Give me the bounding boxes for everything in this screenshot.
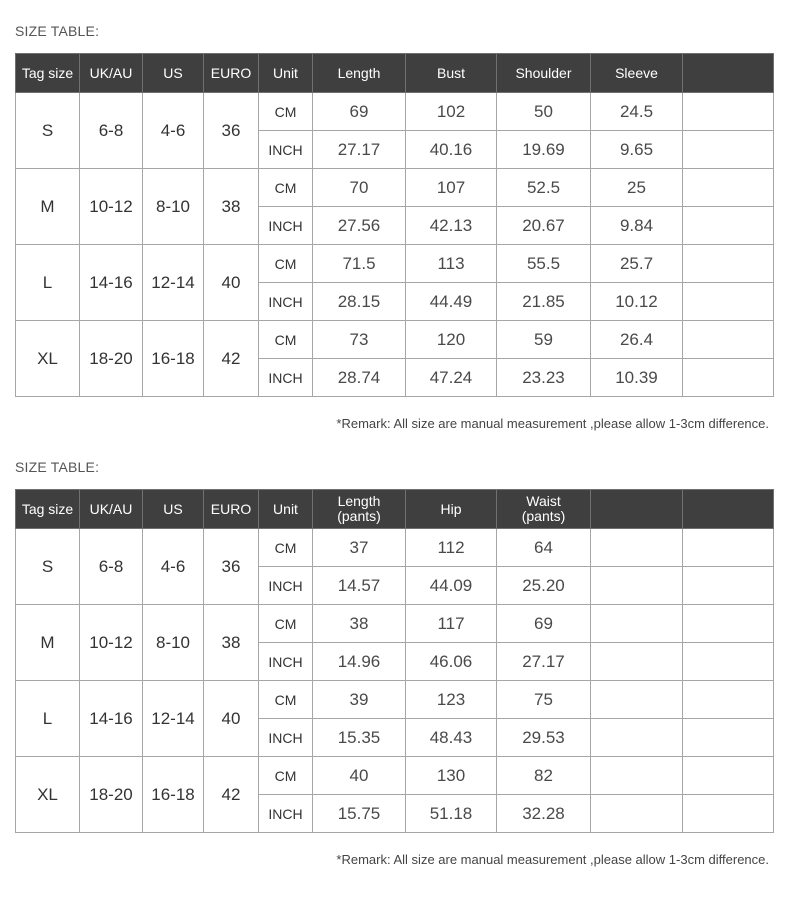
measurement-cell: 117 xyxy=(406,605,497,643)
table-row xyxy=(16,605,774,643)
measurement-cell xyxy=(683,605,774,643)
measurement-cell xyxy=(683,169,774,207)
measurement-cell: 50 xyxy=(497,93,591,131)
measurement-cell: 64 xyxy=(497,529,591,567)
measurement-cell: 59 xyxy=(497,321,591,359)
us-size-cell: 8-10 xyxy=(143,169,204,245)
tag-size-cell: S xyxy=(16,93,80,169)
unit-cell-inch: INCH xyxy=(259,283,313,321)
table-header-row xyxy=(16,54,774,93)
measurement-cell: 24.5 xyxy=(591,93,683,131)
unit-cell-inch: INCH xyxy=(259,359,313,397)
header-cell: Sleeve xyxy=(591,54,683,93)
us-size-cell: 12-14 xyxy=(143,681,204,757)
measurement-cell: 40.16 xyxy=(406,131,497,169)
measurement-cell xyxy=(683,681,774,719)
measurement-cell: 47.24 xyxy=(406,359,497,397)
measurement-cell xyxy=(591,529,683,567)
us-size-cell: 12-14 xyxy=(143,245,204,321)
measurement-cell: 123 xyxy=(406,681,497,719)
uk-au-size-cell: 18-20 xyxy=(80,757,143,833)
measurement-cell xyxy=(591,719,683,757)
measurement-cell xyxy=(683,529,774,567)
measurement-cell: 51.18 xyxy=(406,795,497,833)
euro-size-cell: 40 xyxy=(204,681,259,757)
us-size-cell: 16-18 xyxy=(143,321,204,397)
measurement-cell xyxy=(591,643,683,681)
measurement-cell xyxy=(591,605,683,643)
remark-note-2: *Remark: All size are manual measurement ,please allow 1-3cm difference. xyxy=(336,852,769,867)
unit-cell-cm: CM xyxy=(259,605,313,643)
measurement-cell: 27.17 xyxy=(497,643,591,681)
unit-cell-cm: CM xyxy=(259,529,313,567)
measurement-cell: 69 xyxy=(497,605,591,643)
measurement-cell: 10.12 xyxy=(591,283,683,321)
measurement-cell: 27.56 xyxy=(313,207,406,245)
us-size-cell: 4-6 xyxy=(143,93,204,169)
header-cell: Waist (pants) xyxy=(497,490,591,529)
measurement-cell: 14.57 xyxy=(313,567,406,605)
table-row xyxy=(16,93,774,131)
tag-size-cell: XL xyxy=(16,321,80,397)
table-row xyxy=(16,529,774,567)
measurement-cell: 32.28 xyxy=(497,795,591,833)
measurement-cell: 112 xyxy=(406,529,497,567)
measurement-cell: 27.17 xyxy=(313,131,406,169)
header-cell: Unit xyxy=(259,54,313,93)
uk-au-size-cell: 6-8 xyxy=(80,93,143,169)
measurement-cell: 44.49 xyxy=(406,283,497,321)
measurement-cell: 9.84 xyxy=(591,207,683,245)
size-table-title-1: SIZE TABLE: xyxy=(15,23,100,39)
unit-cell-inch: INCH xyxy=(259,207,313,245)
header-cell: Tag size xyxy=(16,54,80,93)
tag-size-cell: XL xyxy=(16,757,80,833)
measurement-cell xyxy=(683,719,774,757)
measurement-cell: 55.5 xyxy=(497,245,591,283)
measurement-cell: 21.85 xyxy=(497,283,591,321)
tag-size-cell: S xyxy=(16,529,80,605)
euro-size-cell: 36 xyxy=(204,93,259,169)
measurement-cell: 20.67 xyxy=(497,207,591,245)
header-cell: Hip xyxy=(406,490,497,529)
measurement-cell: 10.39 xyxy=(591,359,683,397)
measurement-cell xyxy=(683,93,774,131)
measurement-cell xyxy=(683,795,774,833)
unit-cell-inch: INCH xyxy=(259,131,313,169)
measurement-cell: 26.4 xyxy=(591,321,683,359)
table-header-row xyxy=(16,490,774,529)
measurement-cell: 9.65 xyxy=(591,131,683,169)
measurement-cell xyxy=(683,283,774,321)
measurement-cell xyxy=(591,795,683,833)
measurement-cell: 28.74 xyxy=(313,359,406,397)
measurement-cell: 113 xyxy=(406,245,497,283)
measurement-cell: 39 xyxy=(313,681,406,719)
header-cell: EURO xyxy=(204,490,259,529)
measurement-cell: 15.75 xyxy=(313,795,406,833)
euro-size-cell: 38 xyxy=(204,605,259,681)
uk-au-size-cell: 10-12 xyxy=(80,605,143,681)
us-size-cell: 8-10 xyxy=(143,605,204,681)
measurement-cell xyxy=(683,757,774,795)
uk-au-size-cell: 14-16 xyxy=(80,681,143,757)
measurement-cell: 46.06 xyxy=(406,643,497,681)
unit-cell-cm: CM xyxy=(259,169,313,207)
table-row xyxy=(16,245,774,283)
measurement-cell xyxy=(683,131,774,169)
measurement-cell xyxy=(683,207,774,245)
measurement-cell: 70 xyxy=(313,169,406,207)
euro-size-cell: 38 xyxy=(204,169,259,245)
tag-size-cell: M xyxy=(16,605,80,681)
header-cell: Tag size xyxy=(16,490,80,529)
measurement-cell: 42.13 xyxy=(406,207,497,245)
unit-cell-cm: CM xyxy=(259,93,313,131)
unit-cell-inch: INCH xyxy=(259,719,313,757)
header-cell: UK/AU xyxy=(80,54,143,93)
header-cell: Shoulder xyxy=(497,54,591,93)
measurement-cell xyxy=(591,757,683,795)
size-table-title-2: SIZE TABLE: xyxy=(15,459,100,475)
us-size-cell: 16-18 xyxy=(143,757,204,833)
euro-size-cell: 40 xyxy=(204,245,259,321)
unit-cell-cm: CM xyxy=(259,321,313,359)
uk-au-size-cell: 6-8 xyxy=(80,529,143,605)
header-cell: US xyxy=(143,490,204,529)
measurement-cell: 14.96 xyxy=(313,643,406,681)
tag-size-cell: M xyxy=(16,169,80,245)
euro-size-cell: 42 xyxy=(204,757,259,833)
header-cell: EURO xyxy=(204,54,259,93)
measurement-cell xyxy=(683,567,774,605)
us-size-cell: 4-6 xyxy=(143,529,204,605)
table-row xyxy=(16,321,774,359)
measurement-cell: 120 xyxy=(406,321,497,359)
euro-size-cell: 36 xyxy=(204,529,259,605)
measurement-cell: 23.23 xyxy=(497,359,591,397)
uk-au-size-cell: 18-20 xyxy=(80,321,143,397)
unit-cell-cm: CM xyxy=(259,757,313,795)
table-row xyxy=(16,757,774,795)
measurement-cell: 28.15 xyxy=(313,283,406,321)
remark-note-1: *Remark: All size are manual measurement ,please allow 1-3cm difference. xyxy=(336,416,769,431)
unit-cell-cm: CM xyxy=(259,681,313,719)
measurement-cell: 19.69 xyxy=(497,131,591,169)
header-cell xyxy=(683,490,774,529)
table-row xyxy=(16,169,774,207)
unit-cell-cm: CM xyxy=(259,245,313,283)
measurement-cell xyxy=(591,567,683,605)
uk-au-size-cell: 14-16 xyxy=(80,245,143,321)
measurement-cell: 130 xyxy=(406,757,497,795)
measurement-cell: 25.20 xyxy=(497,567,591,605)
measurement-cell: 102 xyxy=(406,93,497,131)
measurement-cell xyxy=(683,245,774,283)
euro-size-cell: 42 xyxy=(204,321,259,397)
header-cell: Length xyxy=(313,54,406,93)
unit-cell-inch: INCH xyxy=(259,643,313,681)
measurement-cell: 29.53 xyxy=(497,719,591,757)
measurement-cell: 40 xyxy=(313,757,406,795)
header-cell xyxy=(683,54,774,93)
header-cell: Length (pants) xyxy=(313,490,406,529)
measurement-cell: 44.09 xyxy=(406,567,497,605)
measurement-cell: 25 xyxy=(591,169,683,207)
measurement-cell: 25.7 xyxy=(591,245,683,283)
measurement-cell: 69 xyxy=(313,93,406,131)
header-cell: Unit xyxy=(259,490,313,529)
size-table-pants xyxy=(15,489,774,833)
measurement-cell xyxy=(683,359,774,397)
measurement-cell: 82 xyxy=(497,757,591,795)
measurement-cell: 73 xyxy=(313,321,406,359)
measurement-cell: 15.35 xyxy=(313,719,406,757)
measurement-cell: 75 xyxy=(497,681,591,719)
measurement-cell xyxy=(683,643,774,681)
measurement-cell: 107 xyxy=(406,169,497,207)
measurement-cell: 37 xyxy=(313,529,406,567)
measurement-cell xyxy=(591,681,683,719)
header-cell: US xyxy=(143,54,204,93)
tag-size-cell: L xyxy=(16,245,80,321)
header-cell xyxy=(591,490,683,529)
measurement-cell xyxy=(683,321,774,359)
table-row xyxy=(16,681,774,719)
uk-au-size-cell: 10-12 xyxy=(80,169,143,245)
measurement-cell: 52.5 xyxy=(497,169,591,207)
tag-size-cell: L xyxy=(16,681,80,757)
unit-cell-inch: INCH xyxy=(259,567,313,605)
unit-cell-inch: INCH xyxy=(259,795,313,833)
size-table-tops xyxy=(15,53,774,397)
measurement-cell: 71.5 xyxy=(313,245,406,283)
measurement-cell: 48.43 xyxy=(406,719,497,757)
measurement-cell: 38 xyxy=(313,605,406,643)
header-cell: Bust xyxy=(406,54,497,93)
header-cell: UK/AU xyxy=(80,490,143,529)
